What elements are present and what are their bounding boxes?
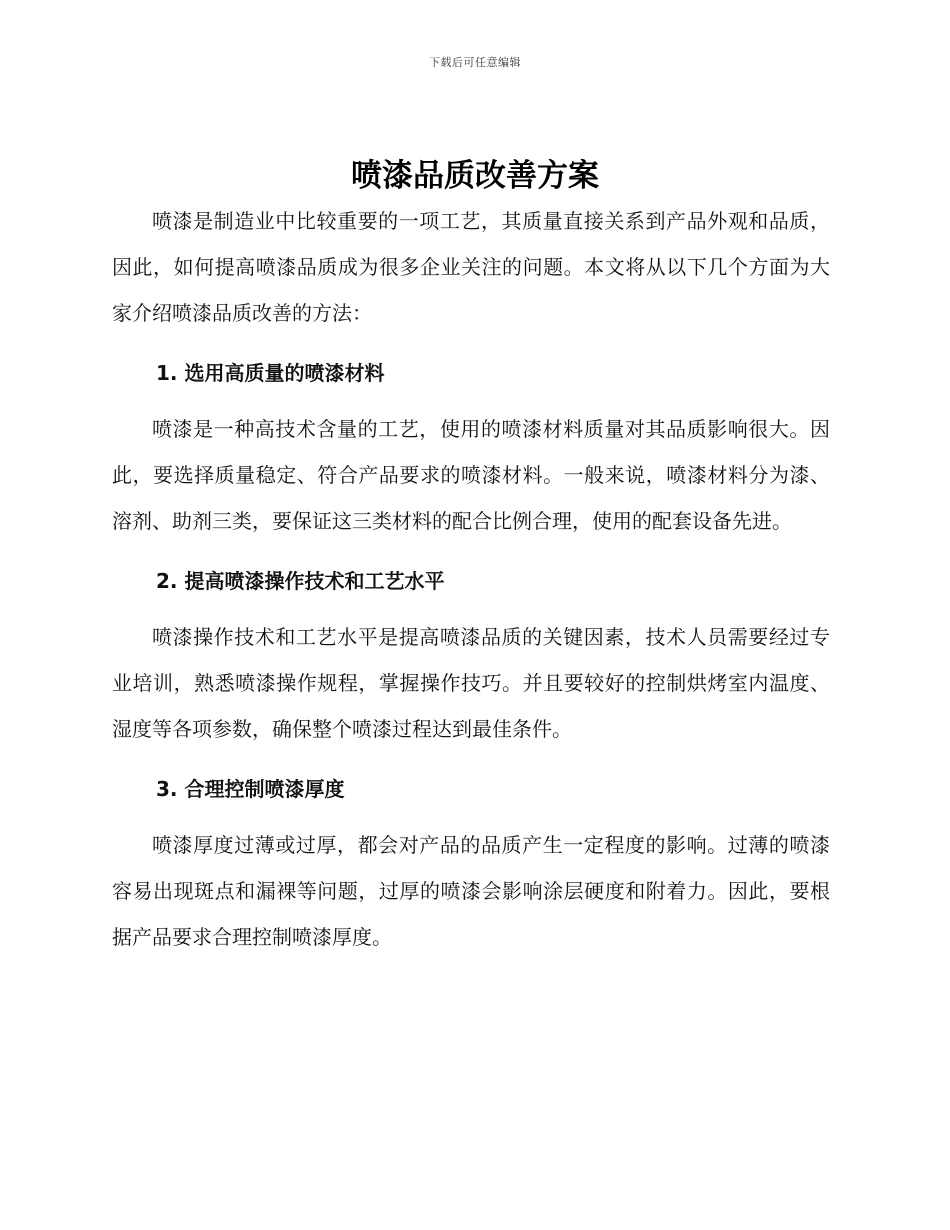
spacer <box>112 544 830 550</box>
document-body <box>112 198 830 960</box>
section-body-3: 喷漆厚度过薄或过厚，都会对产品的品质产生一定程度的影响。过薄的喷漆容易出现斑点和漏裸等问题，过厚的喷漆会影响涂层硬度和附着力。因此，要根据产品要求合理控制喷漆厚度。 <box>112 833 830 949</box>
header-note: 下载后可任意编辑 <box>429 56 521 69</box>
document-title: 喷漆品质改善方案 <box>351 158 599 194</box>
section-body-1: 喷漆是一种高技术含量的工艺，使用的喷漆材料质量对其品质影响很大。因此，要选择质量稳定、符合产品要求的喷漆材料。一般来说，喷漆材料分为漆、溶剂、助剂三类，要保证这三类材料的配合比例合理，使用的配套设备先进。 <box>112 417 830 533</box>
section-heading-3: 3. 合理控制喷漆厚度 <box>156 777 345 801</box>
section-heading-1: 1. 选用高质量的喷漆材料 <box>156 361 385 385</box>
section-heading-2: 2. 提高喷漆操作技术和工艺水平 <box>156 569 445 593</box>
section-body-2: 喷漆操作技术和工艺水平是提高喷漆品质的关键因素，技术人员需要经过专业培训，熟悉喷漆操作规程，掌握操作技巧。并且要较好的控制烘烤室内温度、湿度等各项参数，确保整个喷漆过程达到最佳条件。 <box>112 625 830 741</box>
spacer <box>112 752 830 758</box>
spacer <box>112 336 830 342</box>
intro-paragraph: 喷漆是制造业中比较重要的一项工艺，其质量直接关系到产品外观和品质，因此，如何提高喷漆品质成为很多企业关注的问题。本文将从以下几个方面为大家介绍喷漆品质改善的方法： <box>112 209 830 325</box>
